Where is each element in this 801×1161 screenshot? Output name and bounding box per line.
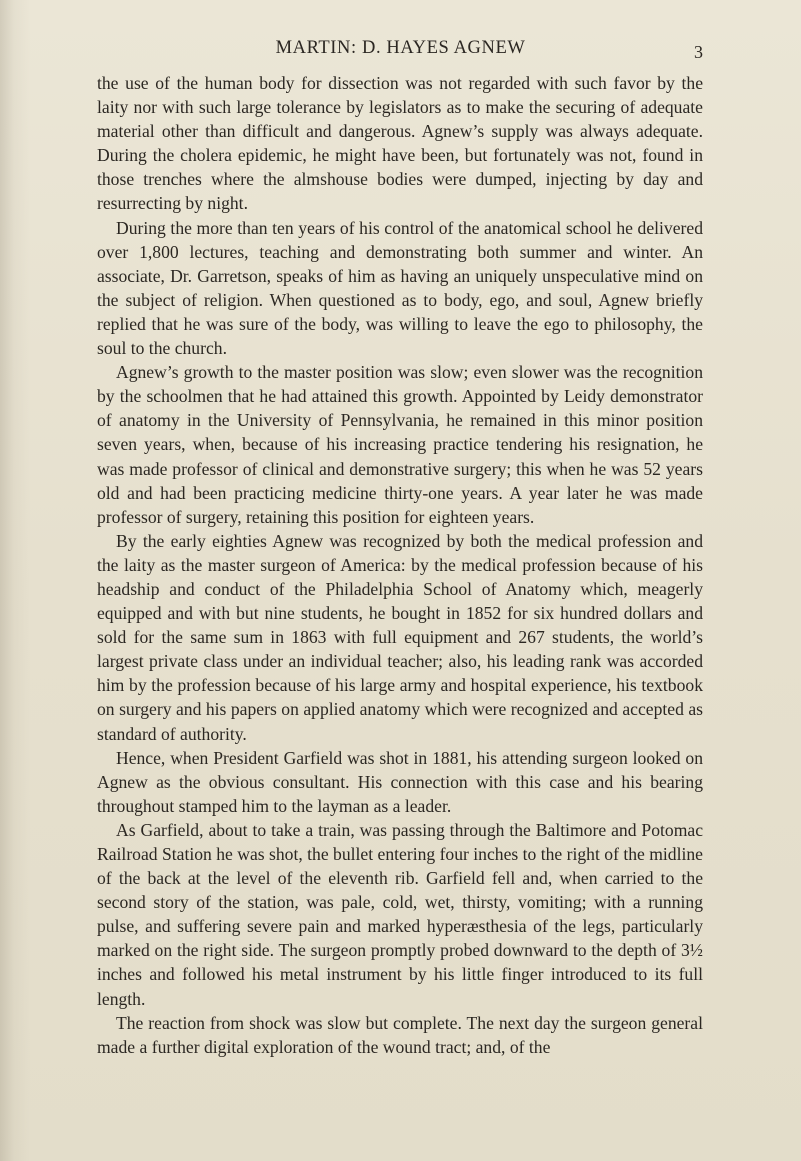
paragraph-5: Hence, when President Garfield was shot in 1881, his attending surgeon looked on Agnew as the obvious consultant. His connection with this case and his bearing throughout stamped him to the layman as a leader.: [97, 747, 703, 816]
paragraph-6: As Garfield, about to take a train, was passing through the Baltimore and Potomac Railroad Station he was shot, the bullet entering four inches to the right of the midline of the back at the level of the eleventh rib. Garfield fell and, when carried to the second story of the station, was pale, cold, wet, thirsty, vomiting; with a running pulse, and suffering severe pain and marked hyperæsthesia of the legs, particularly marked on the right side. The surgeon promptly probed downward to the depth of 3½ inches and followed his metal instrument by his little finger introduced to its full length.: [97, 819, 703, 1009]
body-text: [97, 71, 703, 1059]
page-number: 3: [694, 42, 703, 62]
running-head: [0, 36, 801, 60]
paragraph-1: the use of the human body for dissection was not regarded with such favor by the laity nor with such large tolerance by legislators as to make the securing of adequate material other than difficult and dangerous. Agnew’s supply was always adequate. During the cholera epidemic, he might have been, but fortunately was not, found in those trenches where the almshouse bodies were dumped, injecting by day and resurrecting by night.: [97, 73, 703, 214]
paragraph-4: By the early eighties Agnew was recognized by both the medical profession and the laity as the master surgeon of America: by the medical profession because of his headship and conduct of the Philadelphia School of Anatomy which, meagerly equipped and with but nine students, he bought in 1852 for six hundred dollars and sold for the same sum in 1863 with full equipment and 267 students, the world’s largest private class under an individual teacher; also, his leading rank was accorded him by the profession because of his large army and hospital experience, his textbook on surgery and his papers on applied anatomy which were recognized and accepted as standard of authority.: [97, 530, 703, 744]
paragraph-3: Agnew’s growth to the master position was slow; even slower was the recognition by the schoolmen that he had attained this growth. Appointed by Leidy demonstrator of anatomy in the University of Pennsylvania, he remained in this minor position seven years, when, because of his increasing practice tendering his resignation, he was made professor of clinical and demonstrative surgery; this when he was 52 years old and had been practicing medicine thirty-one years. A year later he was made professor of surgery, retaining this position for eighteen years.: [97, 362, 703, 527]
running-title: MARTIN: D. HAYES AGNEW: [275, 38, 526, 58]
paragraph-7: The reaction from shock was slow but complete. The next day the surgeon general made a further digital exploration of the wound tract; and, of the: [97, 1012, 703, 1057]
paragraph-2: During the more than ten years of his control of the anatomical school he delivered over 1,800 lectures, teaching and demonstrating both summer and winter. An associate, Dr. Garretson, speaks of him as having an uniquely unspeculative mind on the subject of religion. When questioned as to body, ego, and soul, Agnew briefly replied that he was sure of the body, was willing to leave the ego to philosophy, the soul to the church.: [97, 217, 703, 359]
